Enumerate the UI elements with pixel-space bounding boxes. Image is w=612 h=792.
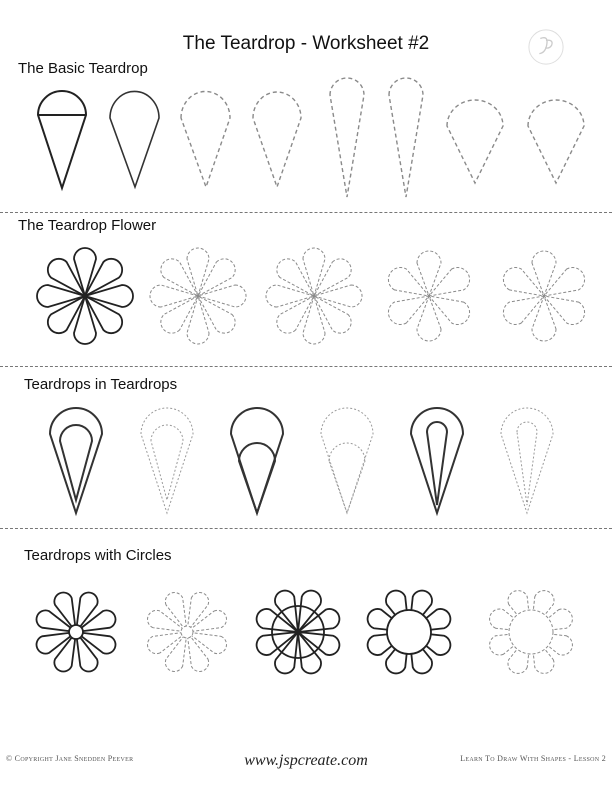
flower-petal bbox=[266, 285, 314, 307]
teardrop-trace bbox=[181, 91, 230, 187]
nested-teardrop-trace bbox=[329, 443, 365, 513]
teardrop-flower-trace bbox=[499, 251, 589, 341]
nested-teardrop-trace bbox=[501, 408, 553, 513]
flower-petal bbox=[417, 296, 441, 341]
nested-teardrop-trace bbox=[151, 425, 183, 500]
teardrop-flower-trace bbox=[266, 248, 362, 344]
teardrop-flower-trace bbox=[150, 248, 246, 344]
flower-petal bbox=[417, 251, 441, 296]
teardrop-trace bbox=[447, 100, 503, 183]
nested-teardrop-inner-solid bbox=[239, 443, 275, 513]
flower-petal bbox=[43, 254, 92, 303]
teardrop-solid-example bbox=[110, 91, 159, 187]
teardrop-trace bbox=[253, 92, 301, 187]
nested-teardrop-trace bbox=[141, 408, 193, 513]
footer-copyright: © Copyright Jane Snedden Peever bbox=[6, 754, 134, 763]
footer-website-link[interactable]: www.jspcreate.com bbox=[244, 752, 368, 769]
flower-petal bbox=[150, 285, 198, 307]
footer-lesson: Learn To Draw With Shapes - Lesson 2 bbox=[460, 754, 606, 763]
teardrop-flower-trace bbox=[384, 251, 474, 341]
flower-petal bbox=[187, 248, 209, 296]
flower-petal bbox=[272, 254, 321, 303]
section-label-teardrops-with-circles: Teardrops with Circles bbox=[24, 547, 172, 564]
section-label-basic-teardrop: The Basic Teardrop bbox=[18, 60, 148, 77]
circle-flower-solid bbox=[34, 590, 118, 674]
section-label-teardrop-flower: The Teardrop Flower bbox=[18, 217, 157, 234]
circle-flower-solid-c bbox=[365, 588, 454, 677]
nested-teardrop-inner-solid bbox=[60, 425, 92, 500]
flower-petal bbox=[532, 251, 556, 296]
flower-center-circle bbox=[181, 626, 193, 638]
flower-petal bbox=[187, 296, 209, 344]
teardrop-guided-example bbox=[38, 91, 86, 188]
flower-petal bbox=[74, 296, 96, 344]
worksheet-title: The Teardrop - Worksheet #2 bbox=[182, 33, 430, 54]
circle-flower-solid-b bbox=[254, 588, 343, 677]
flower-petal bbox=[314, 285, 362, 307]
circle-flower-trace bbox=[145, 590, 229, 674]
section-label-teardrops-in-teardrops: Teardrops in Teardrops bbox=[24, 376, 178, 393]
flower-petal bbox=[85, 285, 133, 307]
circle-flower-trace bbox=[487, 588, 576, 677]
flower-petal bbox=[303, 296, 325, 344]
flower-petal bbox=[156, 254, 205, 303]
flower-center-circle bbox=[387, 610, 431, 654]
flower-petal bbox=[74, 248, 96, 296]
flower-petal bbox=[37, 285, 85, 307]
flower-center-circle bbox=[509, 610, 553, 654]
teardrop-trace bbox=[389, 78, 423, 197]
flower-petal bbox=[198, 285, 246, 307]
flower-petal bbox=[532, 296, 556, 341]
nested-teardrop-solid bbox=[411, 408, 463, 513]
teardrop-trace bbox=[528, 100, 584, 183]
flower-center-circle bbox=[69, 625, 83, 639]
teardrop-trace bbox=[330, 78, 364, 197]
flower-petal bbox=[303, 248, 325, 296]
teardrop-flower-solid bbox=[37, 248, 133, 344]
